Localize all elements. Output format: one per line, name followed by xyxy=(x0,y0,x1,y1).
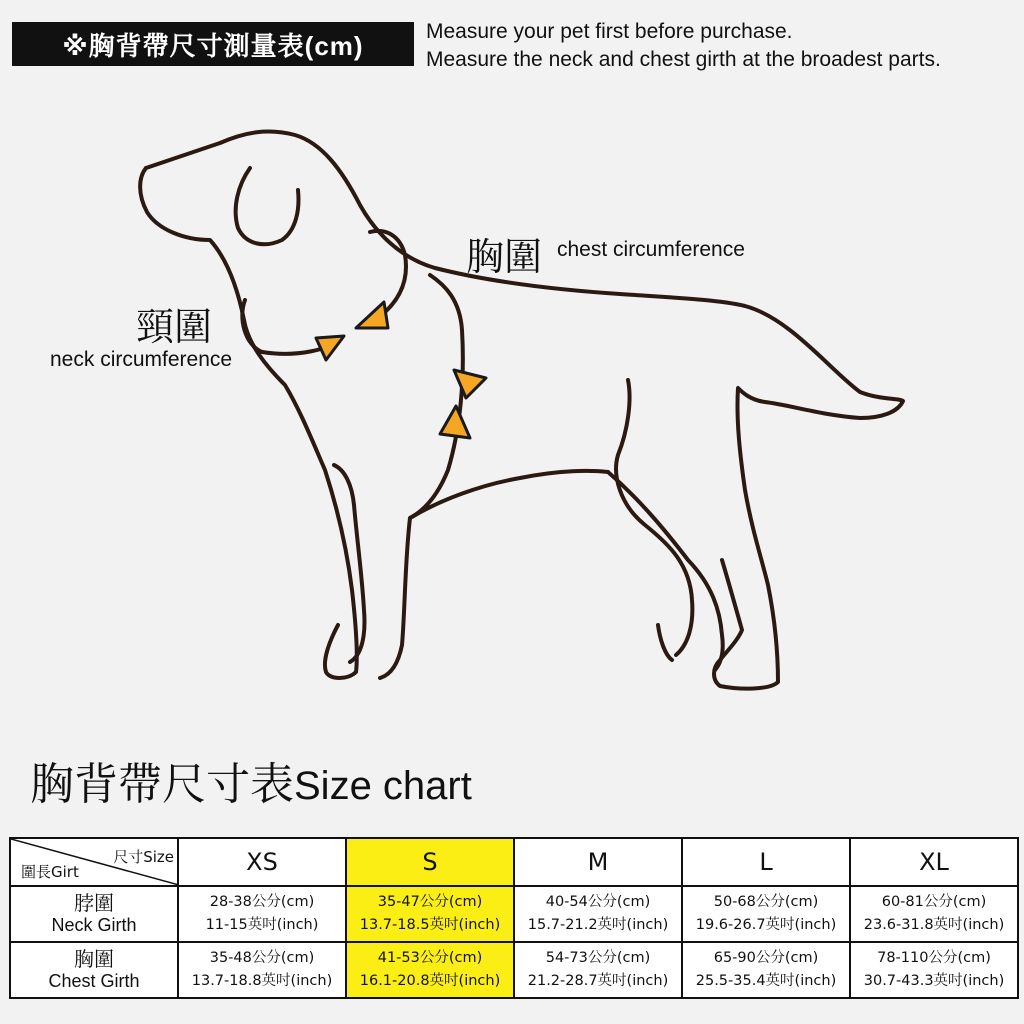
table-cell xyxy=(850,942,1018,998)
row-label-cn: 脖圍 xyxy=(74,891,114,915)
cell-cm: 54-73公分(cm) xyxy=(545,950,651,966)
cell-inch: 11-15英吋(inch) xyxy=(205,917,319,933)
size-header-s: S xyxy=(346,838,514,886)
instruction-line-1: Measure your pet first before purchase. xyxy=(426,20,793,43)
cell-inch: 23.6-31.8英吋(inch) xyxy=(863,917,1005,933)
table-header-row xyxy=(10,838,1018,886)
corner-girt-label: 圍長Girt xyxy=(21,863,79,881)
row-label-en: Neck Girth xyxy=(51,915,137,935)
cell-cm: 50-68公分(cm) xyxy=(713,894,819,910)
size-header-xl: XL xyxy=(850,838,1018,886)
table-cell xyxy=(682,886,850,942)
table-cell xyxy=(346,942,514,998)
table-row xyxy=(10,886,1018,942)
cell-inch: 19.6-26.7英吋(inch) xyxy=(695,917,837,933)
chest-label-cn: 胸圍 xyxy=(466,235,543,279)
row-label-en: Chest Girth xyxy=(48,971,140,991)
cell-inch: 21.2-28.7英吋(inch) xyxy=(527,973,669,989)
cell-cm: 60-81公分(cm) xyxy=(881,894,987,910)
table-cell xyxy=(514,886,682,942)
neck-label-cn: 頸圍 xyxy=(136,305,213,349)
corner-size-label: 尺寸Size xyxy=(113,848,174,866)
cell-inch: 16.1-20.8英吋(inch) xyxy=(359,973,501,989)
row-label-chest xyxy=(10,942,178,998)
table-row xyxy=(10,942,1018,998)
cell-cm: 28-38公分(cm) xyxy=(209,894,315,910)
table-cell xyxy=(850,886,1018,942)
cell-cm: 78-110公分(cm) xyxy=(877,950,991,966)
cell-cm: 65-90公分(cm) xyxy=(713,950,819,966)
row-label-cn: 胸圍 xyxy=(74,947,114,971)
cell-inch: 15.7-21.2英吋(inch) xyxy=(527,917,669,933)
cell-cm: 35-48公分(cm) xyxy=(209,950,315,966)
size-header-xs: XS xyxy=(178,838,346,886)
chest-label-en: chest circumference xyxy=(557,238,745,261)
size-header-l: L xyxy=(682,838,850,886)
table-cell xyxy=(514,942,682,998)
cell-inch: 30.7-43.3英吋(inch) xyxy=(863,973,1005,989)
row-label-neck xyxy=(10,886,178,942)
size-header-m: M xyxy=(514,838,682,886)
neck-label-en: neck circumference xyxy=(50,348,233,371)
page-title: ※胸背帶尺寸測量表(cm) xyxy=(12,22,414,66)
size-chart-title xyxy=(30,748,472,812)
size-table xyxy=(9,837,1019,999)
cell-cm: 41-53公分(cm) xyxy=(377,950,483,966)
table-cell xyxy=(346,886,514,942)
table-corner-cell xyxy=(10,838,178,886)
instruction-line-2: Measure the neck and chest girth at the broadest parts. xyxy=(426,48,941,71)
table-cell xyxy=(178,886,346,942)
cell-cm: 40-54公分(cm) xyxy=(545,894,651,910)
table-cell xyxy=(682,942,850,998)
table-cell xyxy=(178,942,346,998)
cell-cm: 35-47公分(cm) xyxy=(377,894,483,910)
cell-inch: 25.5-35.4英吋(inch) xyxy=(695,973,837,989)
size-chart-title-en: Size chart xyxy=(294,764,472,808)
size-chart-title-cn: 胸背帶尺寸表 xyxy=(30,759,294,810)
cell-inch: 13.7-18.5英吋(inch) xyxy=(359,917,501,933)
cell-inch: 13.7-18.8英吋(inch) xyxy=(191,973,333,989)
